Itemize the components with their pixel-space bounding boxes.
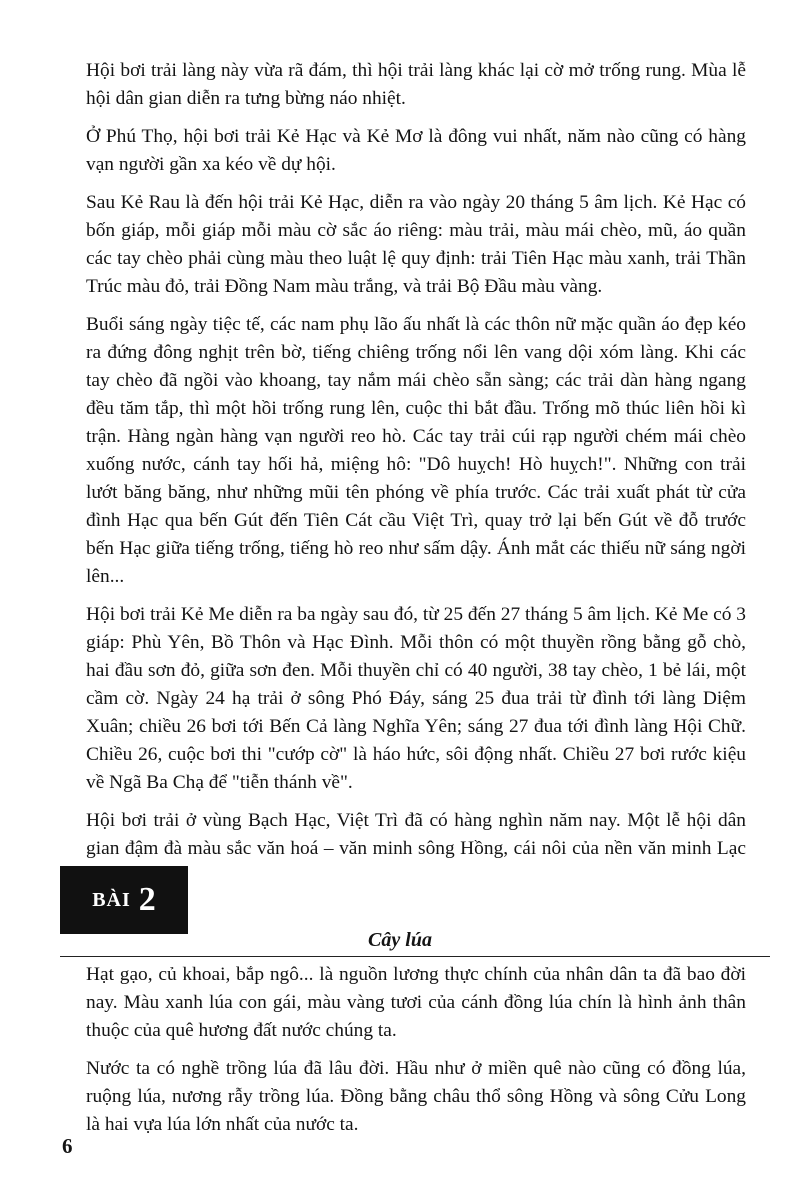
lesson-number: 2 bbox=[138, 881, 156, 918]
paragraph: Sau Kẻ Rau là đến hội trải Kẻ Hạc, diễn ra vào ngày 20 tháng 5 âm lịch. Kẻ Hạc có bốn giáp, mỗi giáp mỗi màu cờ sắc áo riêng: màu trải, màu mái chèo, mũ, áo quần các tay chèo phải cùng màu theo luật lệ quy định: trải Tiên Hạc màu xanh, trải Thần Trúc màu đỏ, trải Đồng Nam màu trắng, và trải Bộ Đầu màu vàng. bbox=[86, 192, 746, 297]
lesson-heading-box bbox=[60, 866, 188, 934]
paragraph: Hạt gạo, củ khoai, bắp ngô... là nguồn lương thực chính của nhân dân ta đã bao đời nay. Màu xanh lúa con gái, màu vàng tươi của cánh đồng lúa chín là hình ảnh thân thuộc của quê hương đất nước chúng ta. bbox=[86, 964, 746, 1041]
paragraph: Buổi sáng ngày tiệc tế, các nam phụ lão ấu nhất là các thôn nữ mặc quần áo đẹp kéo ra đứng đông nghịt trên bờ, tiếng chiêng trống nổi lên vang dội xóm làng. Khi các tay chèo đã ngồi vào khoang, tay nắm mái chèo sẵn sàng; các trải dàn hàng ngang đều tăm tắp, thì một hồi trống rung lên, cuộc thi bắt đầu. Trống mõ thúc liên hồi kì trận. Hàng ngàn hàng vạn người reo hò. Các tay trải cúi rạp người chém mái chèo xuống nước, cánh tay hối hả, miệng hô: "Dô huỵch! Hò huỵch!". Những con trải lướt băng băng, như những mũi tên phóng về phía trước. Các trải xuất phát từ cửa đình Hạc qua bến Gút đến Tiên Cát cầu Việt Trì, quay trở lại bến Gút về đỗ trước bến Hạc giữa tiếng trống, tiếng hò reo như sấm dậy. Ánh mắt các thiếu nữ sáng ngời lên... bbox=[86, 314, 746, 587]
paragraph: Hội bơi trải làng này vừa rã đám, thì hội trải làng khác lại cờ mở trống rung. Mùa lễ hội dân gian diễn ra tưng bừng náo nhiệt. bbox=[86, 60, 746, 109]
lesson-label: BÀI bbox=[92, 888, 131, 911]
divider-line bbox=[60, 956, 770, 957]
lesson-text bbox=[86, 961, 746, 1149]
page-number: 6 bbox=[62, 1134, 73, 1158]
lesson-title: Cây lúa bbox=[368, 929, 432, 951]
paragraph: Hội bơi trải ở vùng Bạch Hạc, Việt Trì đã có hàng nghìn năm nay. Một lễ hội dân gian đậm đà màu sắc văn hoá – văn minh sông Hồng, cái nôi của nền văn minh Lạc bbox=[86, 810, 746, 859]
paragraph: Hội bơi trải Kẻ Me diễn ra ba ngày sau đó, từ 25 đến 27 tháng 5 âm lịch. Kẻ Me có 3 giáp: Phù Yên, Bồ Thôn và Hạc Đình. Mỗi thôn có một thuyền rồng bằng gỗ chò, hai đầu sơn đỏ, giữa sơn đen. Mỗi thuyền chỉ có 40 người, 38 tay chèo, 1 bẻ lái, một cầm cờ. Ngày 24 hạ trải ở sông Phó Đáy, sáng 25 đua trải từ đình tới làng Diệm Xuân; chiều 26 bơi tới Bến Cả làng Nghĩa Yên; sáng 27 đua tới đình làng Hội Chữ. Chiều 26, cuộc bơi thi "cướp cờ" là háo hức, sôi động nhất. Chiều 27 bơi rước kiệu về Ngã Ba Chạ để "tiễn thánh về". bbox=[86, 604, 746, 793]
previous-lesson-text bbox=[86, 57, 746, 901]
paragraph: Ở Phú Thọ, hội bơi trải Kẻ Hạc và Kẻ Mơ là đông vui nhất, năm nào cũng có hàng vạn người gần xa kéo về dự hội. bbox=[86, 126, 746, 175]
paragraph: Nước ta có nghề trồng lúa đã lâu đời. Hầu như ở miền quê nào cũng có đồng lúa, ruộng lúa, nương rẫy trồng lúa. Đồng bằng châu thổ sông Hồng và sông Cửu Long là hai vựa lúa lớn nhất của nước ta. bbox=[86, 1058, 746, 1135]
